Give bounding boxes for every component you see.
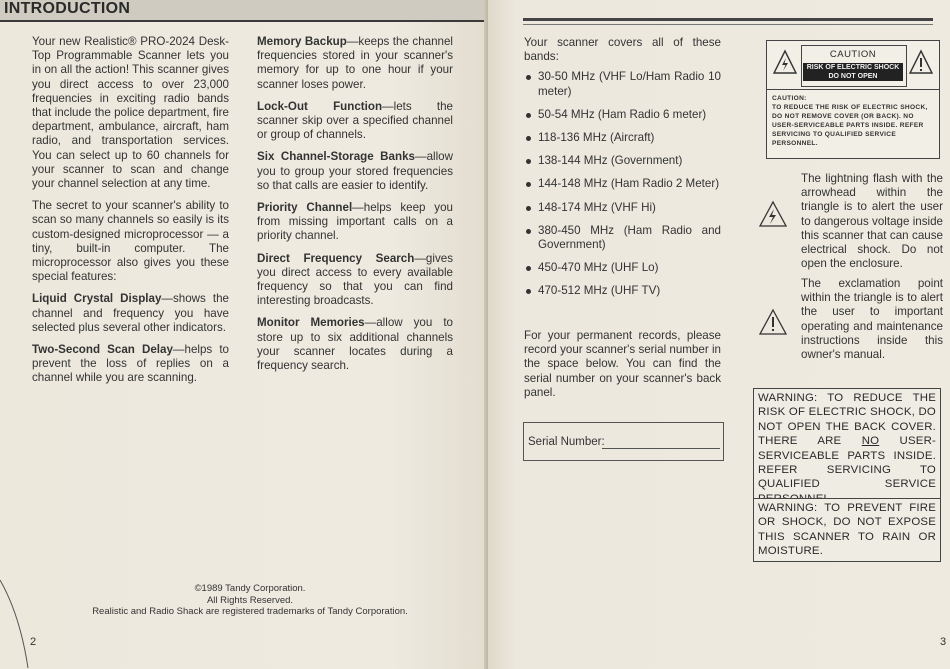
feature-lead: Six Channel-Storage Banks — [257, 150, 415, 164]
shock-warning-box — [753, 388, 941, 509]
feature-text: —keeps the channel frequencies stored in your scanner's memory for up to one hour if your scanner loses power. — [257, 35, 454, 91]
copyright-footer — [60, 583, 440, 618]
feature-lockout — [257, 100, 453, 143]
band-item: 144-148 MHz (Ham Radio 2 Meter) — [524, 177, 721, 191]
band-item: 30-50 MHz (VHF Lo/Ham Radio 10 meter) — [524, 70, 721, 98]
fire-warning-box — [753, 498, 941, 562]
caution-small-body: TO REDUCE THE RISK OF ELECTRIC SHOCK, DO NOT REMOVE COVER (OR BACK). NO USER-SERVICEABLE PARTS INSIDE. REFER SERVICING TO QUALIFIED SERVICE PERSONNEL. — [772, 104, 928, 147]
page-number-right: 3 — [940, 636, 947, 648]
feature-lead: Priority Channel — [257, 201, 353, 215]
feature-text: —helps to prevent the loss of replies on a channel while you are scanning. — [32, 343, 230, 385]
feature-text: —allow you to store up to six additional channels your scanner locates during a frequency search. — [257, 316, 453, 373]
feature-priority — [257, 201, 453, 244]
rights-line: All Rights Reserved. — [206, 594, 294, 606]
records-paragraph: For your permanent records, please record your scanner's serial number in the space below. You can find the serial number on your scanner's back panel. — [524, 329, 721, 399]
records-paragraph-box — [524, 329, 721, 408]
feature-lead: Memory Backup — [257, 35, 347, 48]
trademark-line: Realistic and Radio Shack are registered trademarks of Tandy Corporation. — [92, 606, 408, 617]
band-item: 380-450 MHz (Ham Radio and Government) — [524, 224, 721, 252]
bands-intro: Your scanner covers all of these bands: — [524, 36, 721, 64]
feature-memory-backup — [257, 35, 453, 92]
feature-lcd — [32, 292, 229, 335]
serial-number-line[interactable] — [602, 448, 720, 449]
caution-title: CAUTION — [829, 49, 877, 60]
page-curl-mark — [0, 560, 60, 669]
lightning-note: The lightning flash with the arrowhead within the triangle is to alert the user to dangerous voltage inside this scanner that can cause electrical shock. Do not open the enclosure. — [801, 172, 943, 271]
caution-black-line-2: DO NOT OPEN — [828, 73, 878, 80]
band-item: 118-136 MHz (Aircraft) — [524, 131, 721, 145]
copyright-line: ©1989 Tandy Corporation. — [194, 583, 306, 594]
band-item: 148-174 MHz (VHF Hi) — [524, 201, 721, 215]
shock-warning-text-a: WARNING: TO REDUCE THE RISK OF ELECTRIC SHOCK, DO NOT OPEN THE BACK COVER. THERE ARE — [758, 392, 936, 448]
feature-storage-banks — [257, 150, 453, 193]
feature-text: —shows the channel and frequency you have selected plus several other indicators. — [32, 292, 229, 334]
page-number-left: 2 — [30, 636, 37, 648]
caution-black-band — [803, 63, 903, 81]
feature-frequency-search — [257, 252, 453, 309]
feature-text: —allow you to group your stored frequencies so that calls are easier to identify. — [257, 150, 453, 192]
caution-label — [766, 40, 940, 159]
caution-small-title: CAUTION: — [772, 95, 807, 102]
serial-number-label: Serial Number: — [528, 436, 605, 448]
band-item: 450-470 MHz (UHF Lo) — [524, 261, 721, 275]
top-rule — [523, 18, 933, 21]
intro-paragraph: Your new Realistic® PRO-2024 Desk-Top Programmable Scanner lets you in on all the action! This scanner gives you direct access to over 23,000 frequencies in exciting radio bands that include the police department, fire department, ambulance, aircraft, ham radio, and transportation services. You can select up to 60 channels for your scanner to scan and change your channel selection at any time. — [32, 35, 229, 191]
feature-monitor-memories — [257, 316, 453, 373]
band-item: 470-512 MHz (UHF TV) — [524, 284, 721, 298]
lightning-triangle-icon — [772, 49, 798, 75]
left-column-2 — [257, 35, 453, 381]
fire-warning-text: WARNING: TO PREVENT FIRE OR SHOCK, DO NOT EXPOSE THIS SCANNER TO RAIN OR MOISTURE. — [758, 502, 936, 558]
feature-text: —gives you direct access to every available frequency so that you can find interesting broadcasts. — [257, 251, 453, 308]
feature-text: —lets the scanner skip over a specified channel or group of channels. — [257, 99, 453, 142]
feature-text: —helps keep you from missing important calls on a priority channel. — [257, 201, 453, 243]
shock-warning-no: NO — [861, 435, 880, 448]
exclamation-triangle-icon — [908, 49, 934, 75]
serial-number-box — [523, 422, 724, 461]
feature-lead: Lock-Out Function — [257, 99, 383, 113]
section-heading: INTRODUCTION — [4, 0, 131, 17]
feature-lead: Liquid Crystal Display — [32, 292, 162, 306]
caution-small-text — [772, 94, 936, 148]
exclamation-triangle-icon — [758, 308, 788, 336]
feature-lead: Two-Second Scan Delay — [32, 343, 173, 357]
caution-black-line-1: RISK OF ELECTRIC SHOCK — [806, 64, 900, 71]
microprocessor-paragraph: The secret to your scanner's ability to scan so many channels so easily is its custom-designed microprocessor — a tiny, built-in computer. The microprocessor also gives you these special features: — [32, 199, 229, 284]
top-rule-thin — [523, 24, 933, 25]
exclamation-note: The exclamation point within the triangle is to alert the user to important operating and maintenance instructions inside this owner's manual. — [801, 277, 943, 362]
section-heading-bar — [0, 0, 488, 22]
caution-divider — [767, 89, 939, 90]
feature-lead: Monitor Memories — [257, 316, 365, 330]
feature-lead: Direct Frequency Search — [257, 251, 415, 265]
bands-column — [524, 36, 721, 308]
right-page — [488, 0, 950, 669]
left-column-1 — [32, 35, 229, 394]
shock-warning-text-b: USER-SERVICEABLE PARTS INSIDE. REFER SERVICING TO QUALIFIED SERVICE — [758, 435, 936, 491]
band-item: 138-144 MHz (Government) — [524, 154, 721, 168]
bands-list — [524, 70, 721, 298]
band-item: 50-54 MHz (Ham Radio 6 meter) — [524, 108, 721, 122]
lightning-triangle-icon — [758, 200, 788, 228]
feature-scan-delay — [32, 343, 229, 386]
